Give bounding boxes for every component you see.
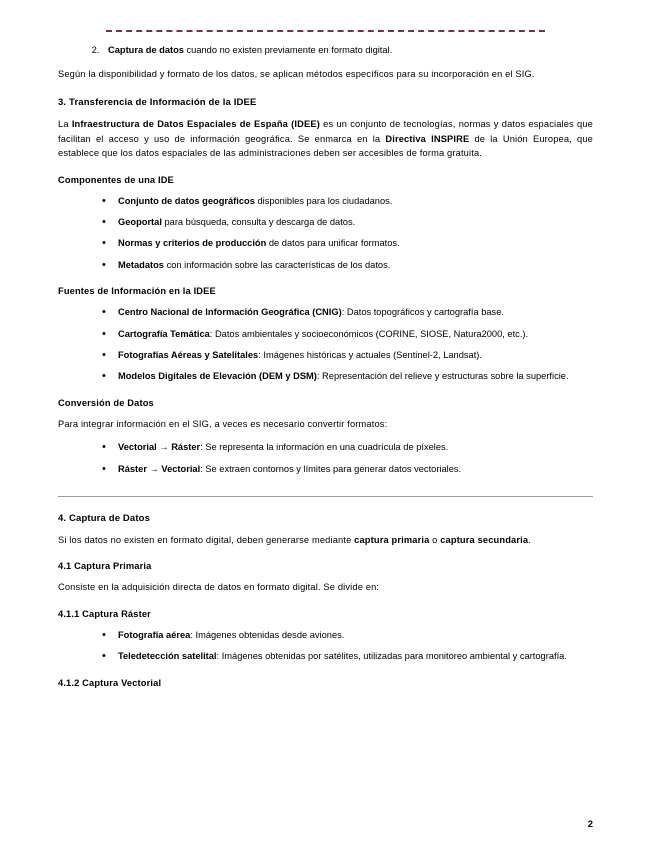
raster-capture-list: [58, 628, 593, 664]
data-conversion-paragraph: Para integrar información en el SIG, a veces es necesario convertir formatos:: [58, 418, 388, 429]
ide-components-list: [58, 194, 593, 273]
list-item: • Conjunto de datos geográficos disponibles para los ciudadanos.: [102, 194, 593, 208]
section-4-heading: 4. Captura de Datos: [58, 513, 151, 525]
data-conversion-list: [58, 440, 593, 476]
list-item: 2. Captura de datos cuando no existen previamente en formato digital.: [102, 44, 593, 58]
section-41-paragraph: Consiste en la adquisición directa de datos en formato digital. Se divide en:: [58, 582, 380, 593]
page-number: 2: [587, 819, 593, 830]
section-3-heading: 3. Transferencia de Información de la IDEE: [58, 97, 257, 109]
decorative-dashed-divider: [106, 30, 545, 32]
list-item: • Geoportal para búsqueda, consulta y descarga de datos.: [102, 215, 593, 229]
ide-sources-heading: Fuentes de Información en la IDEE: [58, 286, 216, 297]
list-item: • Cartografía Temática: Datos ambientales y socioeconómicos (CORINE, SIOSE, Natura2000, etc.).: [102, 327, 593, 341]
section-41-heading: 4.1 Captura Primaria: [58, 561, 152, 572]
list-item: • Fotografía aérea: Imágenes obtenidas desde aviones.: [102, 628, 593, 642]
section-3-paragraph: La Infraestructura de Datos Espaciales de España (IDEE) es un conjunto de tecnologías, normas y datos espaciales que facilitan el acceso y uso de información geográfica. Se enmarca en la Directiva INSPIRE de la Unión Europea, que establece que los datos espaciales de las administraciones deben ser accesibles de forma gratuita.: [58, 119, 593, 159]
intro-paragraph: Según la disponibilidad y formato de los datos, se aplican métodos específicos para su incorporación en el SIG.: [58, 68, 535, 79]
section-divider: [58, 496, 593, 497]
ide-sources-list: [58, 305, 593, 384]
top-numbered-list: [58, 44, 593, 58]
list-item: • Modelos Digitales de Elevación (DEM y DSM): Representación del relieve y estructuras sobre la superficie.: [102, 369, 593, 383]
list-item: • Centro Nacional de Información Geográfica (CNIG): Datos topográficos y cartografía base.: [102, 305, 593, 319]
list-item: • Ráster → Vectorial: Se extraen contornos y límites para generar datos vectoriales.: [102, 462, 593, 476]
data-conversion-heading: Conversión de Datos: [58, 397, 154, 408]
list-item-lead: Captura de datos: [108, 45, 184, 55]
list-item: • Fotografías Aéreas y Satelitales: Imágenes históricas y actuales (Sentinel-2, Landsat).: [102, 348, 593, 362]
list-item: • Normas y criterios de producción de datos para unificar formatos.: [102, 236, 593, 250]
list-item: • Teledetección satelital: Imágenes obtenidas por satélites, utilizadas para monitoreo ambiental y cartografía.: [102, 649, 593, 663]
list-item: • Vectorial → Ráster: Se representa la información en una cuadrícula de píxeles.: [102, 440, 593, 454]
section-4-paragraph: Si los datos no existen en formato digital, deben generarse mediante captura primaria o captura secundaria.: [58, 535, 531, 546]
section-412-heading: 4.1.2 Captura Vectorial: [58, 677, 162, 688]
list-item: • Metadatos con información sobre las características de los datos.: [102, 258, 593, 272]
section-411-heading: 4.1.1 Captura Ráster: [58, 608, 151, 619]
ide-components-heading: Componentes de una IDE: [58, 174, 174, 185]
